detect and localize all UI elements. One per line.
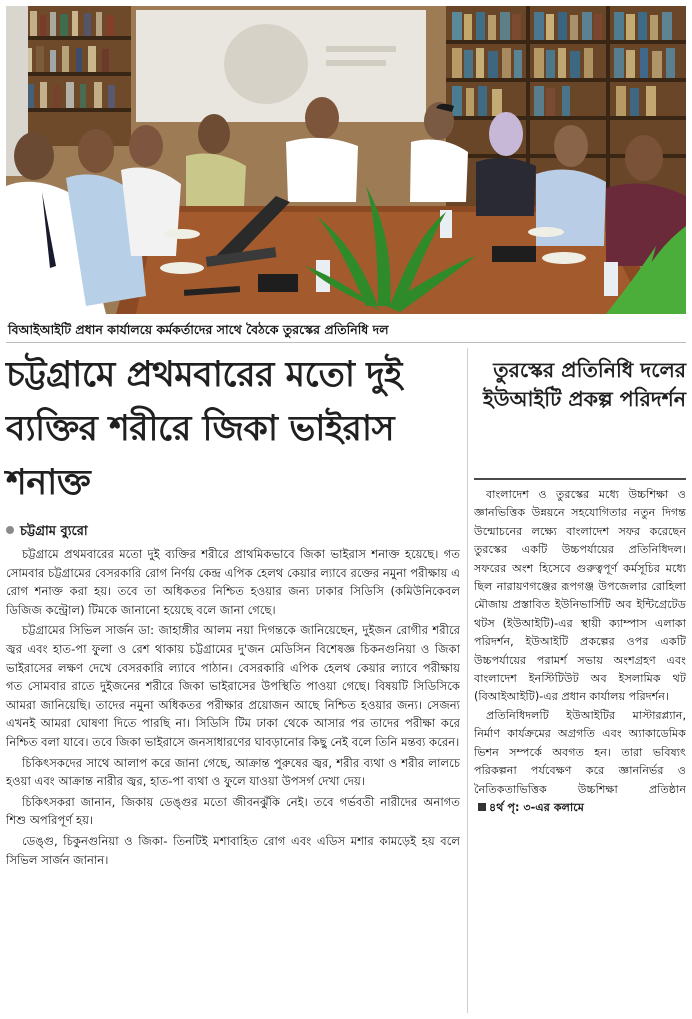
column-divider [467, 348, 468, 1013]
side-article-body [474, 486, 686, 817]
continuation-note[interactable] [474, 801, 584, 814]
main-paragraph-4: চিকিৎসকরা জানান, জিকায় ডেঙ্গুর মতো জীবনঝুঁকি নেই। তবে গর্ভবতী নারীদের অনাগত শিশু অপরিপূর্ণ হয়। [6, 794, 460, 828]
main-paragraph-3: চিকিৎসকদের সাথে আলাপ করে জানা গেছে, আক্রান্ত পুরুষের জ্বর, শরীর ব্যথা ও শরীর লালচে হওয়া এবং আক্রান্ত নারীর জ্বর, হাত-পা ব্যথা ও ফুলে যাওয়া উপসর্গ দেখা দেয়। [6, 755, 460, 789]
headline-rule [474, 478, 686, 480]
byline-text: চট্টগ্রাম ব্যুরো [20, 524, 88, 539]
square-bullet-icon [478, 803, 486, 811]
main-paragraph-2: চট্টগ্রামের সিভিল সার্জন ডা: জাহাঙ্গীর আলম নয়া দিগন্তকে জানিয়েছেন, দুইজন রোগীর শরীরে জ্বর এবং হাত-পা ফুলা ও রেশ থাকায় চট্টগ্রামের দু'জন মেডিসিন বিশেষজ্ঞ চিকনগুনিয়া ও জিকা ভাইরাসের লক্ষণ দেখে বেসরকারি ল্যাবে পাঠান। বেসরকারি এপিক হেলথ কেয়ার ল্যাবে পরীক্ষায় গত সোমবার রাতে দুইজনের শরীরে জিকা ভাইরাসের উপস্থিতি পাওয়া গেছে। বিষয়টি সিডিসিকে আমরা জানিয়েছি। তাদের নমুনা অধিকতর পরীক্ষার প্রয়োজন আছে নিশ্চিত হওয়ার জন্য। সেজন্য এখনই আমরা ঘোষণা দিতে পারছি না। সিডিসি টিম ঢাকা থেকে আসার পর তাদের পরীক্ষা করে নিশ্চিত বলা যাবে। তবে জিকা ভাইরাসে জনসাধারণের ঘাবড়ানোর কিছু নেই বলে তিনি মন্তব্য করেন। [6, 623, 460, 749]
side-paragraph-1: বাংলাদেশ ও তুরস্কের মধ্যে উচ্চশিক্ষা ও জ্ঞানভিত্তিক উন্নয়নে সহযোগিতার নতুন দিগন্ত উন্মোচনের লক্ষ্যে বাংলাদেশ সফর করেছেন তুরস্কের একটি উচ্চপর্যায়ের প্রতিনিধিদল। সফরের অংশ হিসেবে গুরুত্বপূর্ণ কর্মসূচির মধ্যে ছিল নারায়ণগঞ্জের রূপগঞ্জ উপজেলার রোহিলা মৌজায় প্রস্তাবিত ইউনিভার্সিটি অব ইন্টিগ্রেটেড থটস (ইউআইটি)-এর স্থায়ী ক্যাম্পাস এলাকা পরিদর্শন, ইউআইটি প্রকল্পের ওপর একটি উচ্চপর্যায়ের পরামর্শ সভায় অংশগ্রহণ এবং বাংলাদেশ ইনস্টিটিউট অব ইসলামিক থট (বিআইআইটি)-এর প্রধান কার্যালয় পরিদর্শন। [474, 488, 686, 704]
main-paragraph-5: ডেঙ্গু, চিকুনগুনিয়া ও জিকা- তিনটিই মশাবাহিত রোগ এবং এডিস মশার কামড়েই হয় বলে সিভিল সার্জন জানান। [6, 833, 460, 867]
photo-caption-text: বিআইআইটি প্রধান কার্যালয়ে কর্মকর্তাদের সাথে বৈঠকে তুরস্কের প্রতিনিধি দল [8, 322, 389, 337]
bullet-icon [6, 526, 14, 534]
main-paragraph-1: চট্টগ্রামে প্রথমবারের মতো দুই ব্যক্তির শরীরে প্রাথমিকভাবে জিকা ভাইরাস শনাক্ত হয়েছে। গত সোমবার চট্টগ্রামের বেসরকারি রোগ নির্ণয় কেন্দ্র এপিক হেলথ কেয়ার ল্যাবে রক্তের নমুনা পরীক্ষায় এ রোগ শনাক্ত করা হয়। তবে তা অধিকতর নিশ্চিত হওয়ার জন্য ঢাকার সিডিসি (কমিউনিকেবল ডিজিজ কন্ট্রোল) টিমকে জানানো হয়েছে বলে জানা গেছে। [6, 547, 460, 617]
byline [6, 522, 88, 543]
continuation-text: ৪র্থ পৃ: ৩-এর কলামে [489, 800, 584, 814]
main-headline: চট্টগ্রামে প্রথমবারের মতো দুই ব্যক্তির শরীরে জিকা ভাইরাস শনাক্ত [6, 354, 402, 503]
main-article-body [6, 545, 460, 871]
meeting-photo [6, 6, 686, 314]
side-paragraph-2 [474, 707, 686, 817]
side-paragraph-2-text: প্রতিনিধিদলটি ইউআইটির মাস্টারপ্ল্যান, নির্মাণ কার্যক্রমের অগ্রগতি এবং অ্যাকাডেমিক ভিশন সম্পর্কে অবগত হন। তারা ভবিষ্যৎ পরিকল্পনা পর্যবেক্ষণ করে জ্ঞাননির্ভর ও নৈতিকতাভিত্তিক উচ্চশিক্ষা প্রতিষ্ঠান [474, 708, 686, 796]
side-headline: তুরস্কের প্রতিনিধি দলের ইউআইটি প্রকল্প পরিদর্শন [483, 358, 686, 411]
photo-caption [6, 318, 686, 343]
